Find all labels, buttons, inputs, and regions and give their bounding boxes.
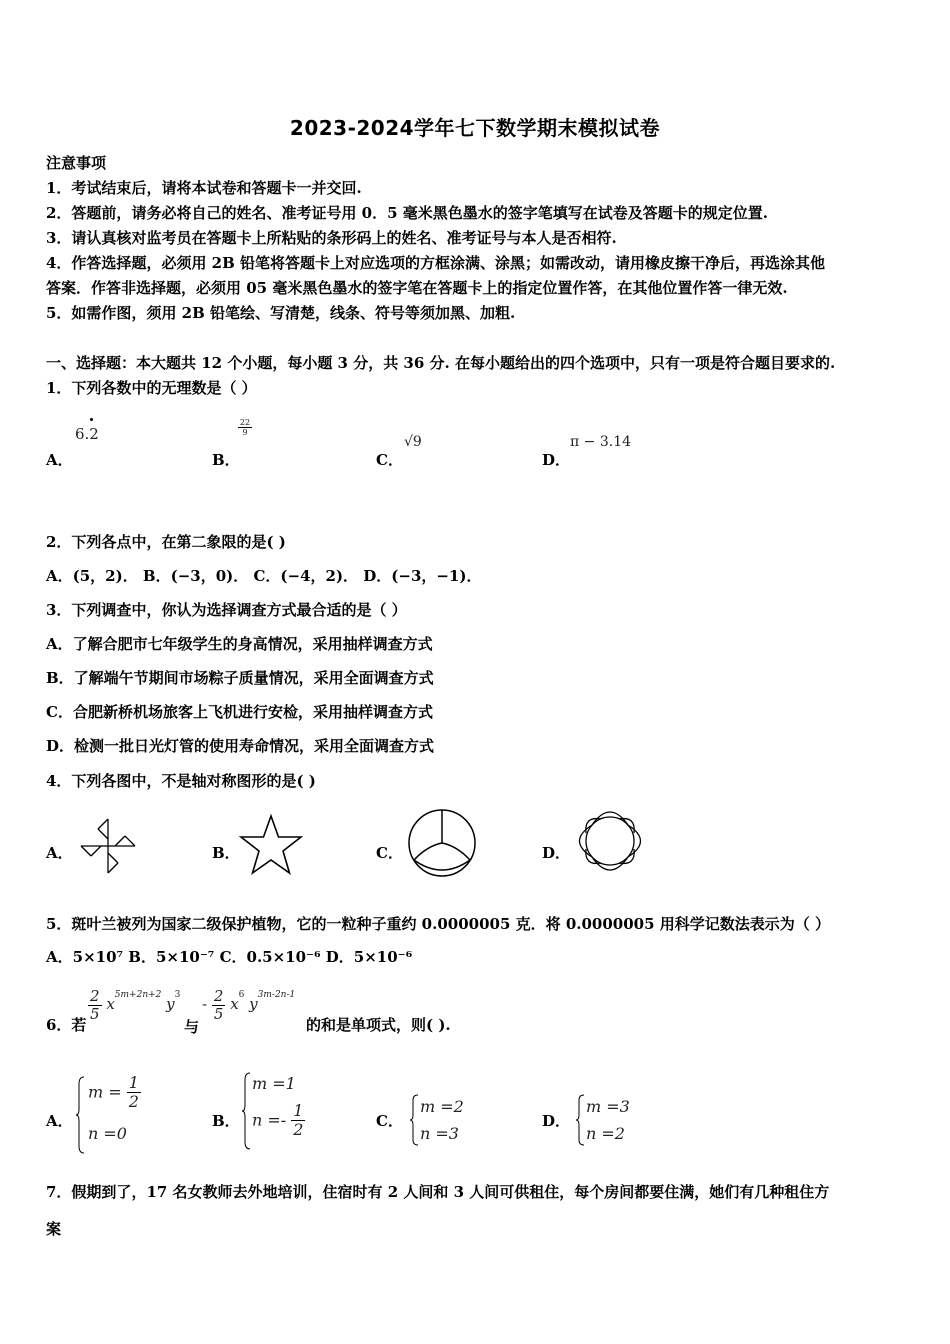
- left-brace-icon: [576, 1094, 586, 1146]
- left-brace-icon: [76, 1076, 86, 1154]
- q6-conjunction: 与: [184, 1018, 200, 1036]
- q6-b-m: m =1: [252, 1074, 296, 1093]
- q6-option-a-label: A．: [46, 1112, 73, 1130]
- page-title: 2023-2024学年七下数学期末模拟试卷: [289, 116, 661, 140]
- question-4-stem: 4．下列各图中，不是轴对称图形的是( ): [46, 772, 316, 790]
- left-brace-icon: [242, 1072, 252, 1150]
- q1-a-number: 6.2: [75, 425, 99, 443]
- q1-option-b-label: B．: [212, 451, 240, 469]
- q6-b-n-num: 1: [293, 1101, 304, 1120]
- q6-term-1: [88, 988, 180, 1022]
- question-5-stem: 5．斑叶兰被列为国家二级保护植物，它的一粒种子重约 0.0000005 克．将 0.0000005 用科学记数法表示为（ ）: [46, 915, 830, 933]
- q6-coef-2: [212, 988, 226, 1022]
- q6-coef-2-den: 5: [213, 1004, 224, 1023]
- q6-option-b-label: B．: [212, 1112, 240, 1130]
- q6-a-m-row: [88, 1074, 141, 1110]
- question-7-line-2: 案: [46, 1220, 62, 1238]
- q6-b-n-row: [252, 1102, 305, 1138]
- q6-term-2: [202, 988, 295, 1022]
- q1-b-numerator: 22: [239, 418, 251, 427]
- q6-a-m-den: 2: [128, 1091, 139, 1111]
- q6-minus-sign: -: [202, 995, 208, 1013]
- q3-option: B．了解端午节期间市场粽子质量情况，采用全面调查方式: [46, 669, 434, 687]
- q4-option-b-label: B．: [212, 844, 240, 862]
- q6-coef-2-num: 2: [213, 987, 224, 1005]
- star-figure-icon: [238, 814, 304, 876]
- q6-option-c-label: C．: [376, 1112, 403, 1130]
- q1-option-d-label: D．: [542, 451, 571, 469]
- q1-b-denominator: 9: [242, 428, 248, 437]
- q1-option-c-value: √9: [404, 434, 422, 450]
- q6-var-y: y: [166, 995, 175, 1013]
- notice-item: 4．作答选择题，必须用 2B 铅笔将答题卡上对应选项的方框涂满、涂黑；如需改动，请用橡皮擦干净后，再选涂其他: [46, 254, 826, 272]
- q6-d-m: m =3: [586, 1097, 630, 1116]
- question-3-stem: 3．下列调查中，你认为选择调查方式最合适的是（ ）: [46, 601, 407, 619]
- question-6-suffix: 的和是单项式，则( ).: [306, 1016, 451, 1034]
- question-5-options: A．5×10⁷ B．5×10⁻⁷ C．0.5×10⁻⁶ D．5×10⁻⁶: [46, 948, 413, 966]
- q1-option-b-value: [238, 418, 252, 437]
- q6-c-m: m =2: [420, 1097, 464, 1116]
- repeating-dot-icon: [90, 418, 93, 421]
- q1-option-a-value: [75, 425, 99, 443]
- q1-option-a-label: A．: [46, 451, 73, 469]
- question-7-line-1: 7．假期到了，17 名女教师去外地培训，住宿时有 2 人间和 3 人间可供租住，每个房间都要住满，她们有几种租住方: [46, 1183, 830, 1201]
- q6-coef-1: [88, 988, 102, 1022]
- q3-option: A．了解合肥市七年级学生的身高情况，采用抽样调查方式: [46, 635, 433, 653]
- q6-coef-1-num: 2: [90, 987, 100, 1005]
- notice-heading: 注意事项: [46, 154, 107, 172]
- question-1-stem: 1．下列各数中的无理数是（ ）: [46, 379, 257, 397]
- q4-option-a-label: A．: [46, 844, 73, 862]
- notice-item: 3．请认真核对监考员在答题卡上所粘贴的条形码上的姓名、准考证号与本人是否相符.: [46, 229, 617, 247]
- left-brace-icon: [410, 1094, 420, 1146]
- q6-option-d-label: D．: [542, 1112, 571, 1130]
- flower-circle-figure-icon: [571, 803, 649, 879]
- q6-y-exp: 3: [174, 990, 181, 1000]
- q6-x2-exp: 6: [238, 990, 245, 1000]
- q6-y2-exp: 3m-2n-1: [257, 990, 296, 1000]
- notice-item: 5．如需作图，须用 2B 铅笔绘、写清楚，线条、符号等须加黑、加粗.: [46, 304, 516, 322]
- q1-option-d-value: π − 3.14: [570, 434, 632, 450]
- q6-coef-1-den: 5: [90, 1004, 100, 1023]
- q4-option-c-label: C．: [376, 844, 403, 862]
- notice-item: 2．答题前，请务必将自己的姓名、准考证号用 0．5 毫米黑色墨水的签字笔填写在试卷及答题卡的规定位置.: [46, 204, 768, 222]
- section-heading: 一、选择题：本大题共 12 个小题，每小题 3 分，共 36 分. 在每小题给出的四个选项中，只有一项是符合题目要求的.: [46, 354, 836, 372]
- q6-a-m-frac: [127, 1074, 141, 1110]
- q6-b-n-frac: [291, 1102, 305, 1138]
- q6-a-n: n =0: [88, 1124, 127, 1143]
- q6-var-x2: x: [230, 995, 239, 1013]
- q3-option: D．检测一批日光灯管的使用寿命情况，采用全面调查方式: [46, 737, 435, 755]
- q6-c-n: n =3: [420, 1124, 459, 1143]
- q6-b-n: n =-: [252, 1110, 287, 1130]
- notice-item: 1．考试结束后，请将本试卷和答题卡一并交回.: [46, 179, 362, 197]
- q6-a-m-num: 1: [128, 1073, 139, 1092]
- pinwheel-figure-icon: [78, 815, 138, 877]
- q6-var-y2: y: [249, 995, 258, 1013]
- question-2-stem: 2．下列各点中，在第二象限的是( ): [46, 533, 286, 551]
- q4-option-d-label: D．: [542, 844, 571, 862]
- question-2-options: A．(5，2)． B．(−3，0)． C．(−4，2)． D．(−3，−1)．: [46, 567, 482, 585]
- q6-d-n: n =2: [586, 1124, 625, 1143]
- q6-b-n-den: 2: [293, 1119, 304, 1139]
- q1-option-c-label: C．: [376, 451, 403, 469]
- question-6-prefix: 6．若: [46, 1016, 87, 1034]
- q3-option: C．合肥新桥机场旅客上飞机进行安检，采用抽样调查方式: [46, 703, 433, 721]
- q6-var-x: x: [106, 995, 115, 1013]
- q6-x-exp: 5m+2n+2: [114, 990, 162, 1000]
- notice-item: 答案．作答非选择题，必须用 05 毫米黑色墨水的签字笔在答题卡上的指定位置作答，在其他位置作答一律无效.: [46, 279, 788, 297]
- circle-trisected-figure-icon: [407, 808, 477, 878]
- q6-a-m: m =: [88, 1082, 122, 1102]
